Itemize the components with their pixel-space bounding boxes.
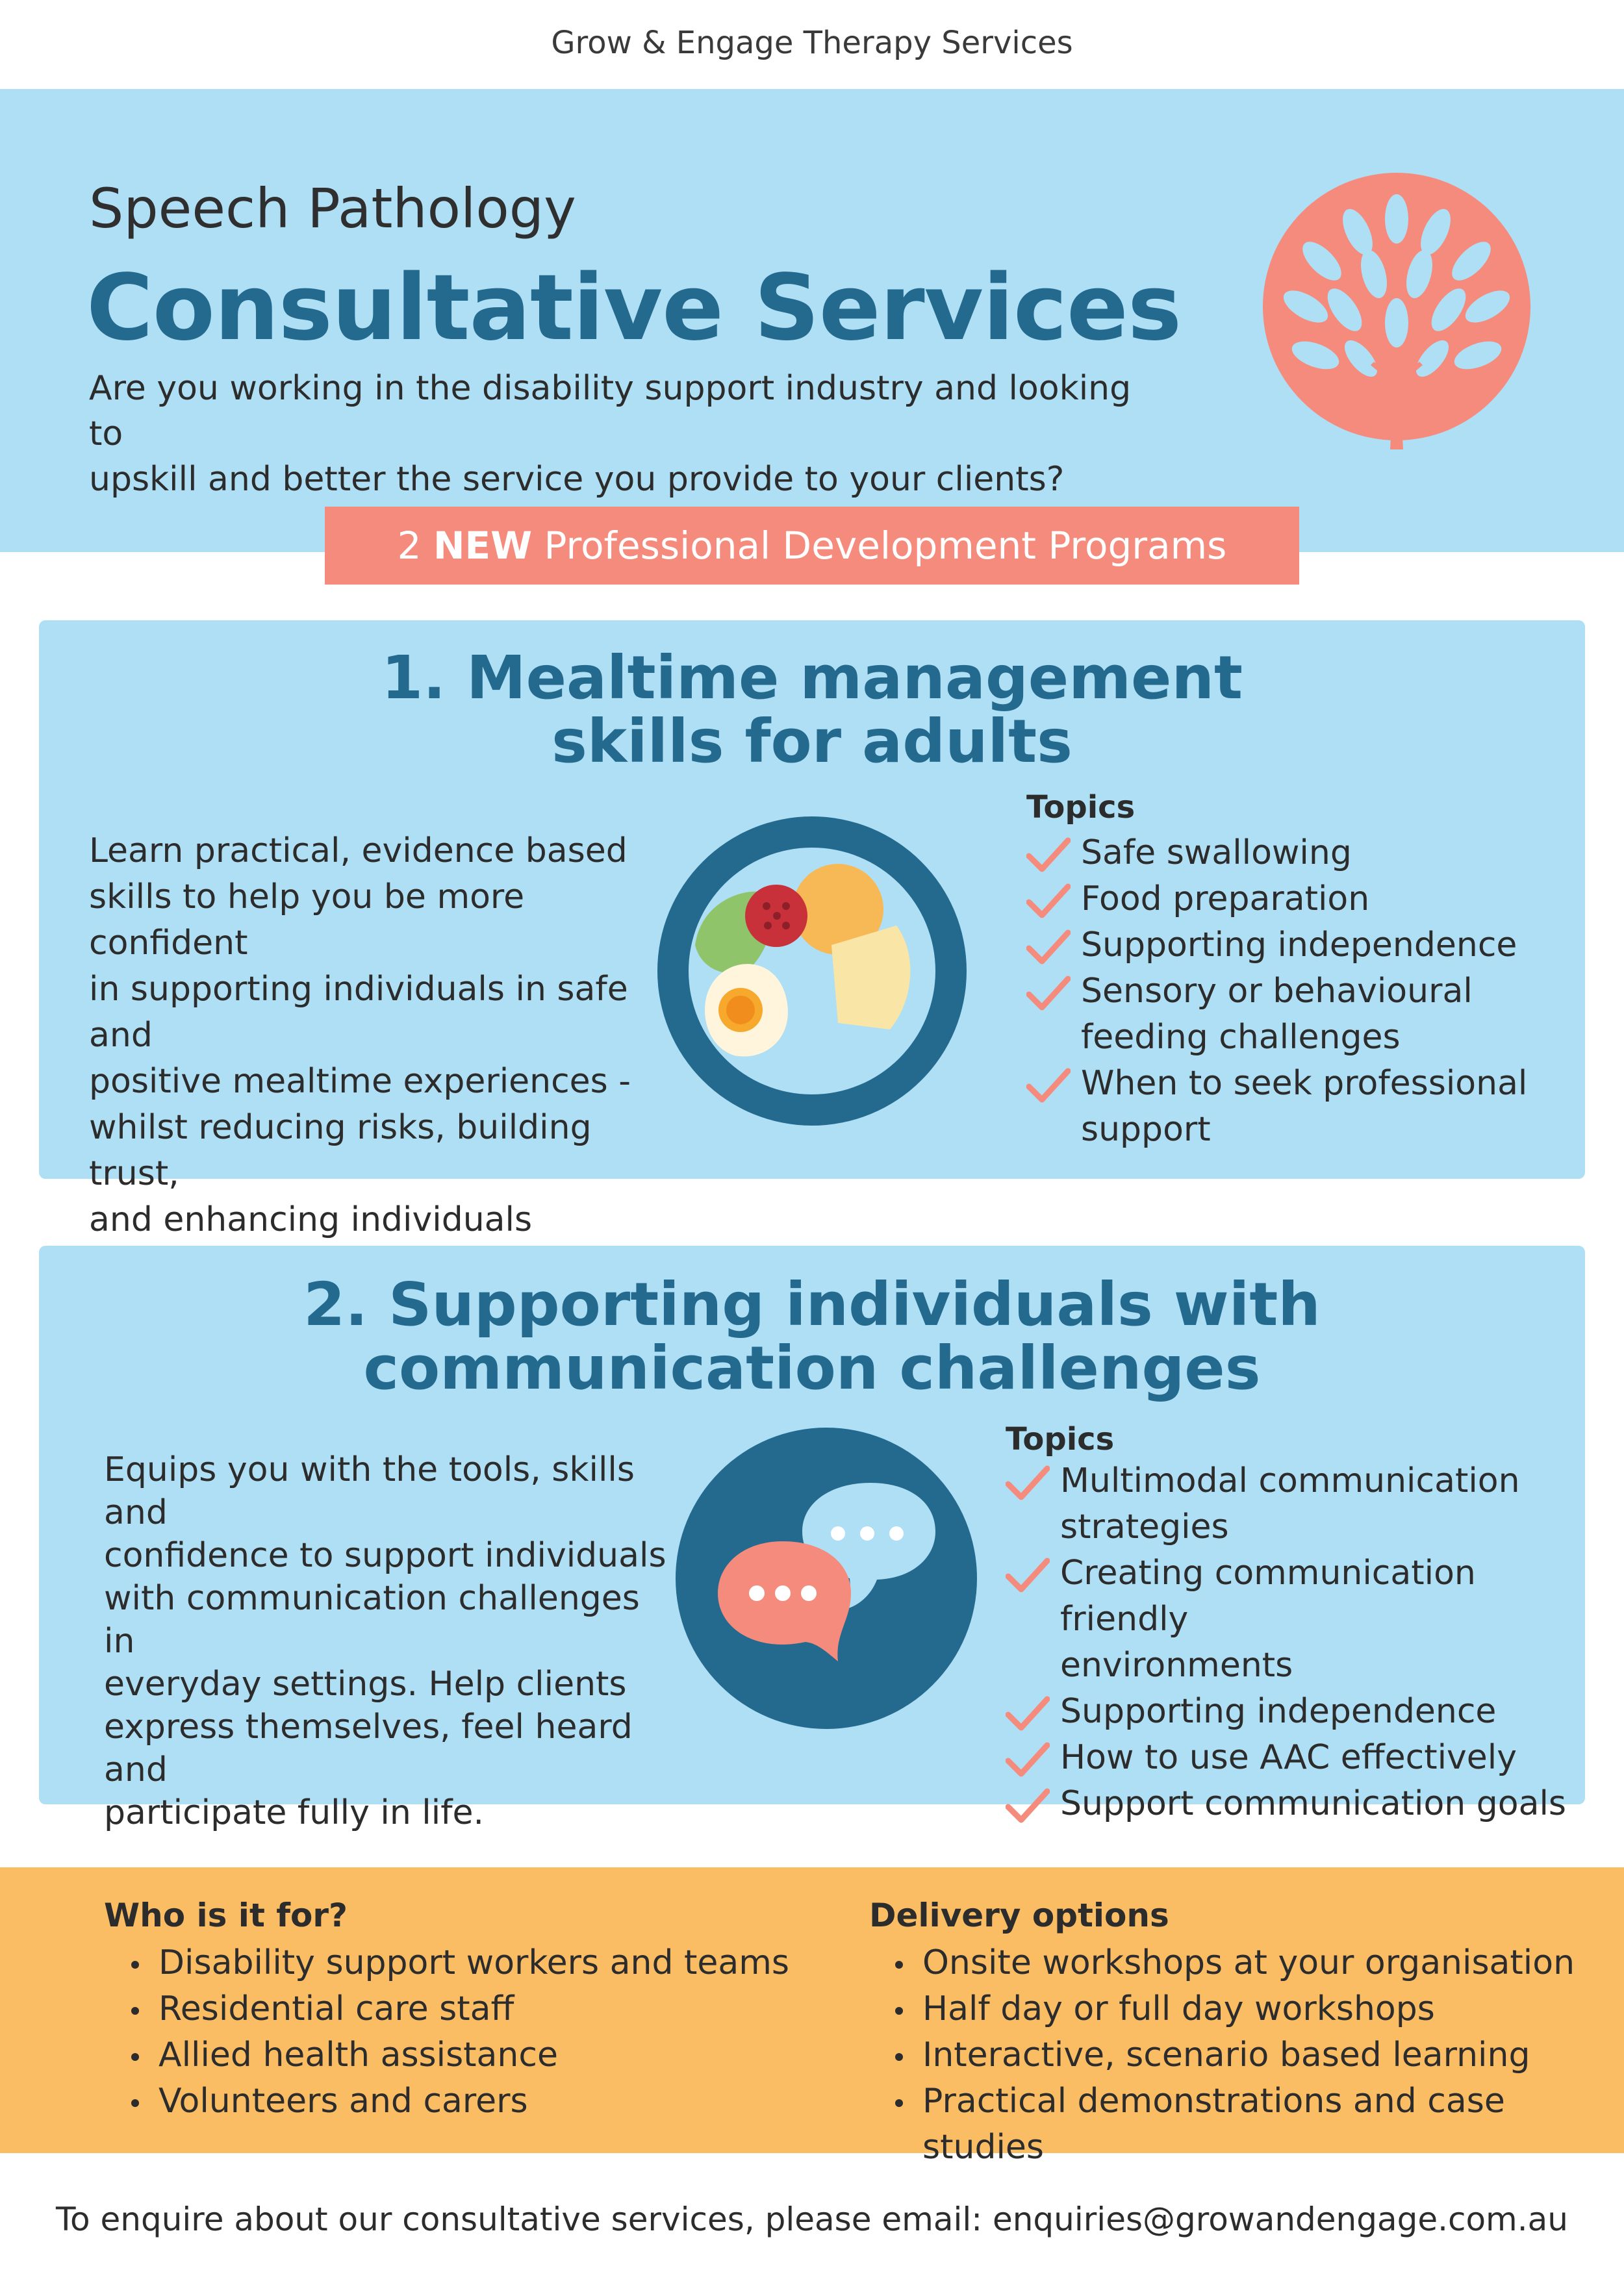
audience-text: Volunteers and carers bbox=[159, 2082, 528, 2121]
description-line: express themselves, feel heard and bbox=[104, 1708, 633, 1789]
check-icon bbox=[1006, 1557, 1050, 1593]
intro-line: upskill and better the service you provide to your clients? bbox=[89, 460, 1065, 499]
topic-text: support bbox=[1081, 1110, 1211, 1149]
bullet-icon bbox=[131, 1961, 139, 1969]
meal-plate-icon bbox=[656, 815, 968, 1127]
program-title-line: 2. Supporting individuals with bbox=[303, 1270, 1321, 1339]
organisation-name: Grow & Engage Therapy Services bbox=[551, 25, 1073, 61]
enquiry-text: To enquire about our consultative services, please email: enquiries@growandengage.com.au bbox=[55, 2201, 1568, 2238]
description-line: skills to help you be more confident bbox=[89, 877, 525, 963]
description-line: positive mealtime experiences - bbox=[89, 1062, 631, 1101]
intro-line: Are you working in the disability support industry and looking to bbox=[89, 369, 1132, 453]
delivery-text: Half day or full day workshops bbox=[922, 1989, 1435, 2028]
programs-banner bbox=[325, 507, 1299, 585]
delivery-heading: Delivery options bbox=[869, 1897, 1169, 1934]
topic-item bbox=[1026, 876, 1546, 922]
topic-text: Creating communication friendly bbox=[1060, 1554, 1476, 1639]
topic-item bbox=[1006, 1781, 1577, 1827]
topic-text: feeding challenges bbox=[1081, 1018, 1401, 1057]
topic-text: When to seek professional bbox=[1081, 1064, 1528, 1103]
description-line: in supporting individuals in safe and bbox=[89, 970, 628, 1055]
check-icon bbox=[1026, 975, 1071, 1011]
check-icon bbox=[1006, 1695, 1050, 1732]
topic-item bbox=[1026, 830, 1546, 876]
delivery-item bbox=[891, 1986, 1612, 2032]
page-subtitle: Speech Pathology bbox=[89, 177, 576, 240]
delivery-text: Interactive, scenario based learning bbox=[922, 2036, 1530, 2075]
delivery-item bbox=[891, 1940, 1612, 1986]
bullet-icon bbox=[131, 2053, 139, 2061]
tree-icon bbox=[1260, 170, 1533, 449]
topic-text: Supporting independence bbox=[1060, 1692, 1497, 1731]
topic-item bbox=[1006, 1735, 1577, 1781]
program-description-communication bbox=[104, 1448, 676, 1834]
topic-text: Food preparation bbox=[1081, 879, 1370, 918]
bullet-icon bbox=[895, 1961, 903, 1969]
topic-item bbox=[1006, 1689, 1577, 1735]
check-icon bbox=[1006, 1787, 1050, 1824]
audience-text: Allied health assistance bbox=[159, 2036, 558, 2075]
topic-item bbox=[1006, 1458, 1577, 1550]
description-line: and enhancing individuals bbox=[89, 1200, 533, 1239]
program-title-mealtime bbox=[0, 643, 1624, 776]
program-title-line: 1. Mealtime management bbox=[381, 643, 1243, 713]
delivery-text: Onsite workshops at your organisation bbox=[922, 1943, 1575, 1982]
topics-heading: Topics bbox=[1006, 1421, 1115, 1457]
description-line: Learn practical, evidence based bbox=[89, 831, 628, 870]
bullet-icon bbox=[895, 2007, 903, 2015]
audience-item bbox=[127, 2032, 842, 2078]
check-icon bbox=[1026, 837, 1071, 873]
bullet-icon bbox=[895, 2053, 903, 2061]
topic-text: Sensory or behavioural bbox=[1081, 972, 1473, 1011]
program-description-mealtime bbox=[89, 828, 674, 1289]
audience-item bbox=[127, 1940, 842, 1986]
banner-highlight: NEW bbox=[433, 524, 533, 568]
bullet-icon bbox=[895, 2099, 903, 2107]
topic-text: Support communication goals bbox=[1060, 1784, 1566, 1823]
page-title: Consultative Services bbox=[86, 255, 1182, 361]
check-icon bbox=[1006, 1465, 1050, 1501]
intro-text bbox=[89, 366, 1141, 502]
topic-text: Safe swallowing bbox=[1081, 833, 1352, 872]
audience-heading: Who is it for? bbox=[104, 1897, 348, 1934]
description-line: with communication challenges in bbox=[104, 1579, 640, 1661]
delivery-text: Practical demonstrations and case studies bbox=[922, 2082, 1505, 2167]
topic-text: strategies bbox=[1060, 1508, 1229, 1546]
audience-list bbox=[127, 1940, 842, 2125]
banner-suffix: Professional Development Programs bbox=[532, 524, 1227, 568]
bullet-icon bbox=[131, 2007, 139, 2015]
topics-heading: Topics bbox=[1026, 789, 1136, 826]
topic-item bbox=[1006, 1550, 1577, 1689]
topics-list-communication bbox=[1006, 1458, 1577, 1827]
topic-item bbox=[1026, 922, 1546, 968]
description-line: participate fully in life. bbox=[104, 1793, 485, 1832]
check-icon bbox=[1026, 929, 1071, 965]
check-icon bbox=[1006, 1741, 1050, 1778]
topic-item bbox=[1026, 1061, 1546, 1153]
banner-prefix: 2 bbox=[397, 524, 433, 568]
delivery-list bbox=[891, 1940, 1612, 2171]
delivery-item bbox=[891, 2078, 1612, 2171]
audience-text: Disability support workers and teams bbox=[159, 1943, 789, 1982]
description-line: Equips you with the tools, skills and bbox=[104, 1450, 635, 1532]
topic-item bbox=[1026, 968, 1546, 1061]
audience-item bbox=[127, 1986, 842, 2032]
audience-text: Residential care staff bbox=[159, 1989, 514, 2028]
check-icon bbox=[1026, 1067, 1071, 1104]
topic-text: Supporting independence bbox=[1081, 926, 1517, 965]
program-title-line: skills for adults bbox=[552, 707, 1072, 776]
description-line: whilst reducing risks, building trust, bbox=[89, 1108, 592, 1193]
program-title-line: communication challenges bbox=[363, 1333, 1261, 1403]
bullet-icon bbox=[131, 2099, 139, 2107]
description-line: confidence to support individuals bbox=[104, 1536, 666, 1575]
program-title-communication bbox=[0, 1270, 1624, 1403]
audience-item bbox=[127, 2078, 842, 2125]
check-icon bbox=[1026, 883, 1071, 919]
speech-bubbles-icon bbox=[676, 1428, 978, 1730]
topic-text: Multimodal communication bbox=[1060, 1461, 1520, 1500]
topics-list-mealtime bbox=[1026, 830, 1546, 1153]
delivery-item bbox=[891, 2032, 1612, 2078]
description-line: everyday settings. Help clients bbox=[104, 1665, 627, 1704]
topic-text: environments bbox=[1060, 1646, 1293, 1685]
topic-text: How to use AAC effectively bbox=[1060, 1738, 1517, 1777]
